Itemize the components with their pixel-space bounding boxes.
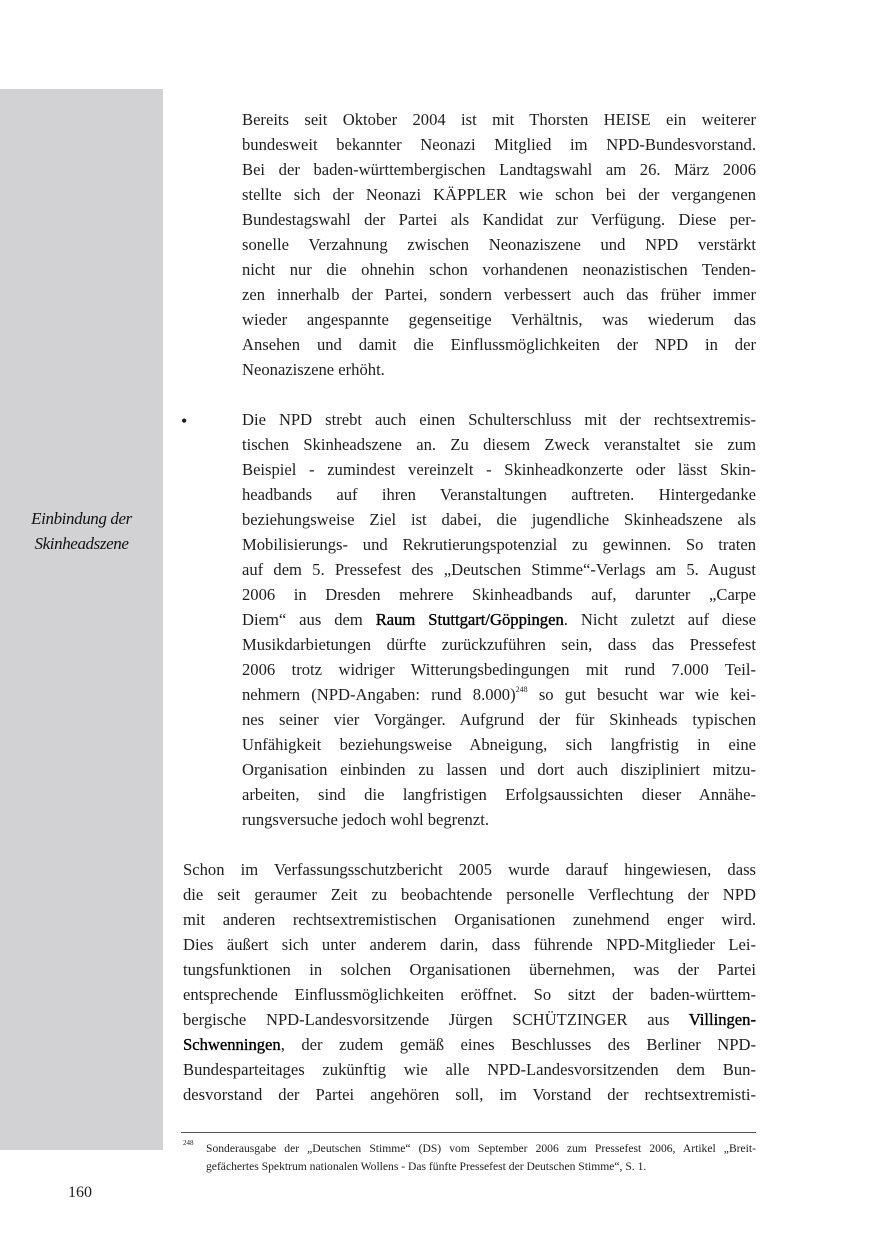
page-number: 160	[68, 1184, 92, 1201]
paragraph-line: Bereits seit Oktober 2004 ist mit Thorsten HEISE ein weiterer	[242, 110, 756, 129]
footnote-text	[206, 1140, 756, 1176]
paragraph-line: Bei der baden-württembergischen Landtagswahl am 26. März 2006	[242, 160, 756, 179]
paragraph-line: headbands auf ihren Veranstaltungen auftreten. Hintergedanke	[242, 485, 756, 504]
paragraph-line: nicht nur die ohnehin schon vorhandenen neonazistischen Tenden-	[242, 260, 756, 279]
paragraph-line: Diem“ aus dem Raum Stuttgart/Göppingen. Nicht zuletzt auf diese	[242, 610, 756, 629]
paragraph-line: desvorstand der Partei angehören soll, im Vorstand der rechtsextremisti-	[183, 1085, 756, 1104]
paragraph-line: beziehungsweise Ziel ist dabei, die jugendliche Skinheadszene als	[242, 510, 756, 529]
paragraph-line: die seit geraumer Zeit zu beobachtende personelle Verflechtung der NPD	[183, 885, 756, 904]
paragraph-line: Neonaziszene erhöht.	[242, 360, 385, 379]
paragraph-line: Schon im Verfassungsschutzbericht 2005 wurde darauf hingewiesen, dass	[183, 860, 756, 879]
paragraph-line: Bundestagswahl der Partei als Kandidat zur Verfügung. Diese per-	[242, 210, 756, 229]
paragraph-line: zen innerhalb der Partei, sondern verbessert auch das früher immer	[242, 285, 756, 304]
paragraph-line: tungsfunktionen in solchen Organisationen übernehmen, was der Partei	[183, 960, 756, 979]
paragraph-line: wieder angespannte gegenseitige Verhältnis, was wiederum das	[242, 310, 756, 329]
footnote-line-2: gefächertes Spektrum nationalen Wollens - Das fünfte Pressefest der Deutschen Stimme“, S. 1.	[206, 1160, 647, 1173]
paragraph-line: mit anderen rechtsextremistischen Organisationen zunehmend enger wird.	[183, 910, 756, 929]
paragraph-skinhead	[242, 407, 756, 832]
paragraph-line: Musikdarbietungen dürfte zurückzuführen sein, dass das Pressefest	[242, 635, 756, 654]
paragraph-line: bergische NPD-Landesvorsitzende Jürgen SCHÜTZINGER aus Villingen-	[183, 1010, 756, 1029]
paragraph-line: Die NPD strebt auch einen Schulterschluss mit der rechtsextremis-	[242, 410, 756, 429]
margin-note-line-1: Einbindung der	[31, 509, 132, 528]
paragraph-line: nes seiner vier Vorgänger. Aufgrund der für Skinheads typischen	[242, 710, 756, 729]
bullet-marker: •	[181, 411, 188, 431]
place-link-villingen[interactable]: Villingen-	[688, 1010, 756, 1029]
place-link-schwenningen[interactable]: Schwenningen	[183, 1035, 281, 1054]
margin-band	[0, 89, 163, 1150]
paragraph-line: Dies äußert sich unter anderem darin, dass führende NPD-Mitglieder Lei-	[183, 935, 756, 954]
paragraph-line: Unfähigkeit beziehungsweise Abneigung, sich langfristig in eine	[242, 735, 756, 754]
paragraph-line: Ansehen und damit die Einflussmöglichkeiten der NPD in der	[242, 335, 756, 354]
footnote-rule	[181, 1132, 756, 1133]
margin-note-line-2: Skinheadszene	[34, 534, 129, 553]
paragraph-line: Schwenningen, der zudem gemäß eines Beschlusses des Berliner NPD-	[183, 1035, 756, 1054]
paragraph-line: Bundesparteitages zukünftig wie alle NPD-Landesvorsitzenden dem Bun-	[183, 1060, 756, 1079]
footnote-number: 248	[183, 1139, 194, 1147]
paragraph-heise	[242, 107, 756, 382]
paragraph-line: Beispiel - zumindest vereinzelt - Skinheadkonzerte oder lässt Skin-	[242, 460, 756, 479]
paragraph-line: entsprechende Einflussmöglichkeiten eröffnet. So sitzt der baden-württem-	[183, 985, 756, 1004]
paragraph-line: arbeiten, sind die langfristigen Erfolgsaussichten dieser Annähe-	[242, 785, 756, 804]
paragraph-line: auf dem 5. Pressefest des „Deutschen Stimme“-Verlags am 5. August	[242, 560, 756, 579]
paragraph-line: tischen Skinheadszene an. Zu diesem Zweck veranstaltet sie zum	[242, 435, 756, 454]
paragraph-line: sonelle Verzahnung zwischen Neonaziszene und NPD verstärkt	[242, 235, 756, 254]
footnote-line-1: Sonderausgabe der „Deutschen Stimme“ (DS) vom September 2006 zum Pressefest 2006, Artikel „Breit-	[206, 1142, 756, 1155]
paragraph-line: Mobilisierungs- und Rekrutierungspotenzial zu gewinnen. So traten	[242, 535, 756, 554]
paragraph-line: bundesweit bekannter Neonazi Mitglied im NPD-Bundesvorstand.	[242, 135, 756, 154]
paragraph-line: 2006 in Dresden mehrere Skinheadbands auf, darunter „Carpe	[242, 585, 756, 604]
paragraph-line: rungsversuche jedoch wohl begrenzt.	[242, 810, 489, 829]
place-link-stuttgart[interactable]: Raum Stuttgart/Göppingen	[375, 610, 564, 629]
paragraph-line: stellte sich der Neonazi KÄPPLER wie schon bei der vergangenen	[242, 185, 756, 204]
margin-note	[0, 506, 163, 556]
footnote-ref[interactable]: 248	[515, 685, 528, 694]
paragraph-line: 2006 trotz widriger Witterungsbedingungen mit rund 7.000 Teil-	[242, 660, 756, 679]
paragraph-verflechtung	[183, 857, 756, 1107]
paragraph-line: Organisation einbinden zu lassen und dort auch diszipliniert mitzu-	[242, 760, 756, 779]
paragraph-line: nehmern (NPD-Angaben: rund 8.000)$^{248}$ so gut besucht war wie kei-	[242, 685, 756, 704]
